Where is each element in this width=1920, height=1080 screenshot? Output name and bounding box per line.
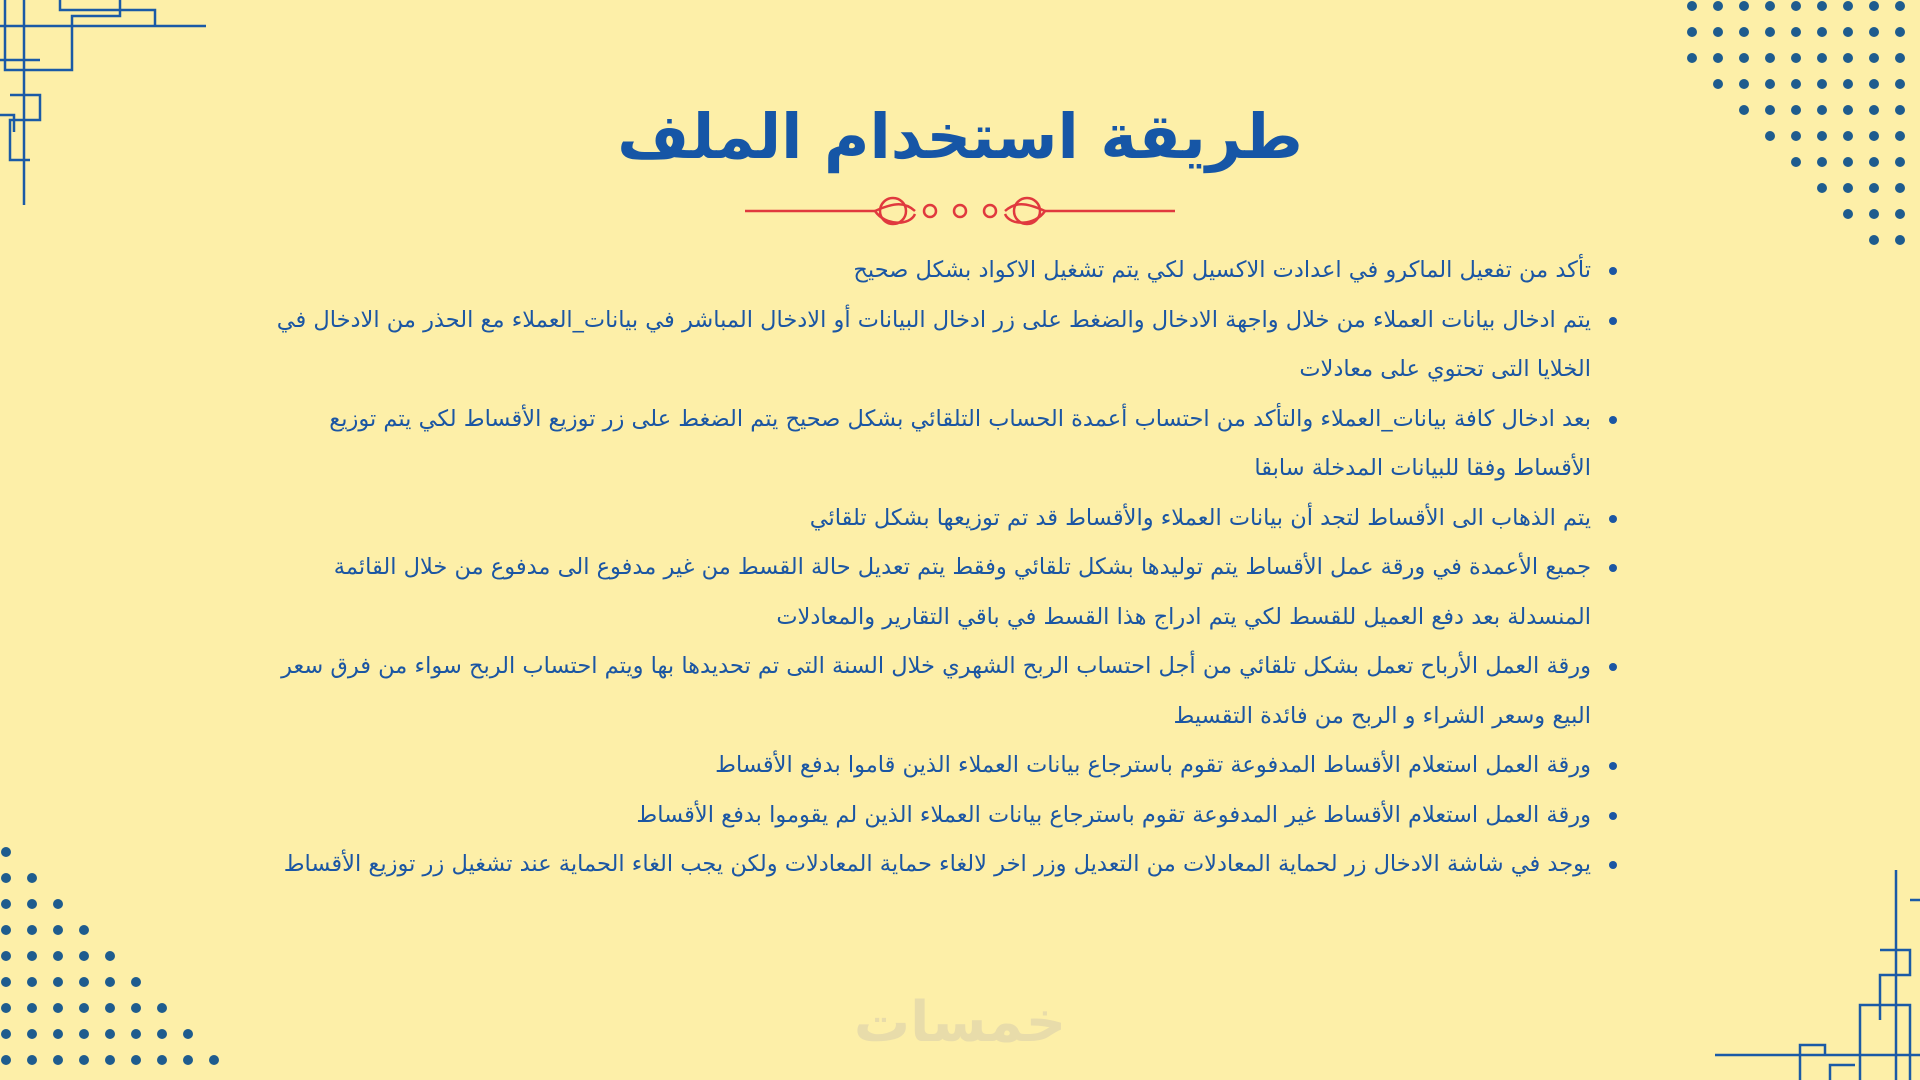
decor-dot: [1713, 1, 1723, 11]
list-item: بعد ادخال كافة بيانات_العملاء والتأكد من احتساب أعمدة الحساب التلقائي بشكل صحيح يتم الضغط على زر توزيع الأقساط لكي يتم توزيع الأقساط وفقا للبيانات المدخلة سابقا: [260, 395, 1591, 494]
decor-dot: [105, 1003, 115, 1013]
decor-dot: [79, 1055, 89, 1065]
decor-dot: [131, 1003, 141, 1013]
decor-dot: [1, 873, 11, 883]
decor-dot: [1713, 27, 1723, 37]
decor-dot: [1843, 79, 1853, 89]
decor-dot: [1895, 1, 1905, 11]
decor-dot: [1, 1029, 11, 1039]
decor-dot: [105, 1055, 115, 1065]
decor-dot: [79, 951, 89, 961]
decor-dot: [1843, 27, 1853, 37]
list-item: ورقة العمل الأرباح تعمل بشكل تلقائي من أجل احتساب الربح الشهري خلال السنة التى تم تحديدها بها ويتم احتساب الربح سواء من فرق سعر البيع وسعر الشراء و الربح من فائدة التقسيط: [260, 642, 1591, 741]
watermark-logo: خمسات: [853, 990, 1067, 1055]
decor-dot: [1791, 53, 1801, 63]
list-item: ورقة العمل استعلام الأقساط المدفوعة تقوم باسترجاع بيانات العملاء الذين قاموا بدفع الأقساط: [260, 741, 1591, 791]
decor-dot: [1843, 53, 1853, 63]
decor-dot: [1895, 209, 1905, 219]
decor-dot: [1765, 79, 1775, 89]
decor-dot: [209, 1055, 219, 1065]
decor-dot: [79, 925, 89, 935]
decor-dot: [1713, 53, 1723, 63]
decor-dot: [1791, 1, 1801, 11]
list-item: ورقة العمل استعلام الأقساط غير المدفوعة تقوم باسترجاع بيانات العملاء الذين لم يقوموا بدفع الأقساط: [260, 791, 1591, 841]
decor-dot: [53, 1029, 63, 1039]
instructions-list: [260, 246, 1615, 890]
decor-dot: [157, 1003, 167, 1013]
corner-lines-bottom-right-icon: [1710, 870, 1920, 1080]
decor-dot: [53, 977, 63, 987]
decor-dot: [1869, 79, 1879, 89]
list-item: تأكد من تفعيل الماكرو في اعدادت الاكسيل لكي يتم تشغيل الاكواد بشكل صحيح: [260, 246, 1591, 296]
decor-dot: [1, 847, 11, 857]
decor-dot: [53, 1055, 63, 1065]
decor-dot: [1791, 79, 1801, 89]
decor-dot: [1739, 53, 1749, 63]
decor-dot: [27, 977, 37, 987]
list-item: يتم الذهاب الى الأقساط لتجد أن بيانات العملاء والأقساط قد تم توزيعها بشكل تلقائي: [260, 494, 1591, 544]
decor-dot: [1843, 209, 1853, 219]
decor-dot: [1817, 1, 1827, 11]
decor-dot: [1739, 1, 1749, 11]
decor-dot: [1843, 1, 1853, 11]
decor-dot: [79, 977, 89, 987]
decor-dot: [1687, 27, 1697, 37]
decor-dot: [1869, 53, 1879, 63]
decor-dot: [1765, 27, 1775, 37]
decor-dot: [27, 1055, 37, 1065]
decor-dot: [1, 951, 11, 961]
decor-dot: [1843, 183, 1853, 193]
dots-bottom-left-icon: [0, 820, 270, 1080]
decor-dot: [1869, 209, 1879, 219]
list-item: يوجد في شاشة الادخال زر لحماية المعادلات من التعديل وزر اخر لالغاء حماية المعادلات ولكن يجب الغاء الحماية عند تشغيل زر توزيع الأقساط: [260, 840, 1591, 890]
decor-dot: [1817, 183, 1827, 193]
decor-dot: [1, 899, 11, 909]
decor-dot: [1739, 79, 1749, 89]
decor-dot: [1, 1003, 11, 1013]
page-title: طريقة استخدام الملف: [617, 100, 1303, 173]
instructions-content: [260, 246, 1615, 890]
decor-dot: [53, 951, 63, 961]
decor-dot: [183, 1055, 193, 1065]
decor-dot: [1, 925, 11, 935]
decor-dot: [105, 951, 115, 961]
decor-dot: [53, 899, 63, 909]
decor-dot: [1765, 1, 1775, 11]
decor-dot: [1869, 1, 1879, 11]
decor-dot: [79, 1029, 89, 1039]
decor-dot: [53, 1003, 63, 1013]
decor-dot: [27, 1003, 37, 1013]
decor-dot: [1817, 27, 1827, 37]
decor-dot: [105, 977, 115, 987]
title-divider-ornament-icon: [745, 190, 1175, 232]
decor-dot: [131, 977, 141, 987]
decor-dot: [157, 1055, 167, 1065]
decor-dot: [1869, 183, 1879, 193]
decor-dot: [105, 1029, 115, 1039]
decor-dot: [1817, 79, 1827, 89]
decor-dot: [27, 873, 37, 883]
decor-dot: [1869, 27, 1879, 37]
decor-dot: [1895, 183, 1905, 193]
decor-dot: [79, 1003, 89, 1013]
decor-dot: [27, 1029, 37, 1039]
decor-dot: [1869, 235, 1879, 245]
list-item: يتم ادخال بيانات العملاء من خلال واجهة الادخال والضغط على زر ادخال البيانات أو الادخال المباشر في بيانات_العملاء مع الحذر من الادخال في الخلايا التى تحتوي على معادلات: [260, 296, 1591, 395]
decor-dot: [1739, 27, 1749, 37]
decor-dot: [1895, 79, 1905, 89]
decor-dot: [1895, 53, 1905, 63]
decor-dot: [1687, 53, 1697, 63]
decor-dot: [1895, 235, 1905, 245]
decor-dot: [1895, 27, 1905, 37]
decor-dot: [1817, 53, 1827, 63]
decor-dot: [1765, 53, 1775, 63]
decor-dot: [1713, 79, 1723, 89]
decor-dot: [157, 1029, 167, 1039]
list-item: جميع الأعمدة في ورقة عمل الأقساط يتم توليدها بشكل تلقائي وفقط يتم تعديل حالة القسط من غير مدفوع الى مدفوع من خلال القائمة المنسدلة بعد دفع العميل للقسط لكي يتم ادراج هذا القسط في باقي التقارير والمعادلات: [260, 543, 1591, 642]
decor-dot: [1, 977, 11, 987]
decor-dot: [131, 1029, 141, 1039]
decor-dot: [1, 1055, 11, 1065]
decor-dot: [131, 1055, 141, 1065]
decor-dot: [1687, 1, 1697, 11]
decor-dot: [27, 951, 37, 961]
decor-dot: [27, 925, 37, 935]
decor-dot: [27, 899, 37, 909]
decor-dot: [53, 925, 63, 935]
decor-dot: [183, 1029, 193, 1039]
decor-dot: [1791, 27, 1801, 37]
